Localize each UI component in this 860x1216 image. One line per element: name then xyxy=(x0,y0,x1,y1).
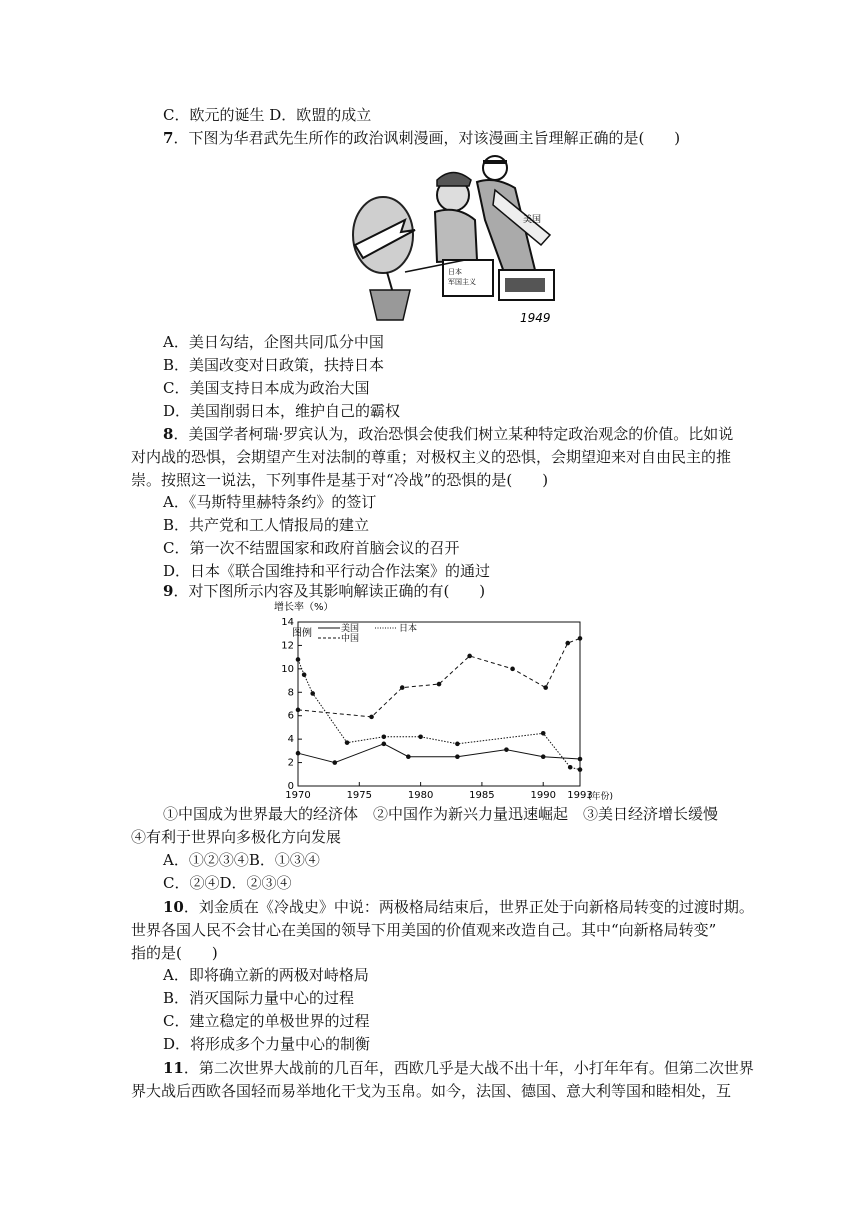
question-text: ．美国学者柯瑞·罗宾认为，政治恐惧会使我们树立某种特定政治观念的价值。比如说 xyxy=(173,425,734,443)
option-d: D．将形成多个力量中心的制衡 xyxy=(163,1035,371,1053)
question-text: ．对下图所示内容及其影响解读正确的有( ) xyxy=(173,582,486,600)
data-point xyxy=(382,735,387,740)
data-point xyxy=(541,754,546,759)
data-point xyxy=(418,735,423,740)
question-number: 8 xyxy=(163,425,174,443)
question-text: 崇。按照这一说法，下列事件是基于对“冷战”的恐惧的是( ) xyxy=(131,471,549,489)
cartoon-label-us: 美国 xyxy=(523,215,542,225)
question-text: 指的是( ) xyxy=(131,944,218,962)
x-axis-label: (年份) xyxy=(588,792,614,802)
question-text: ．下图为华君武先生所作的政治讽刺漫画，对该漫画主旨理解正确的是( ) xyxy=(173,129,681,147)
option-d: D．日本《联合国维持和平行动合作法案》的通过 xyxy=(163,562,491,580)
x-tick-label: 1980 xyxy=(407,790,434,801)
legend-label-japan: 日本 xyxy=(399,624,418,634)
option-b: B．共产党和工人情报局的建立 xyxy=(163,516,370,534)
x-tick-label: 1970 xyxy=(285,790,311,801)
data-point xyxy=(400,685,405,690)
legend-label-china: 中国 xyxy=(341,634,360,644)
y-tick-label: 4 xyxy=(287,734,294,746)
data-point xyxy=(296,751,301,756)
y-tick-label: 10 xyxy=(281,663,294,675)
y-tick-label: 12 xyxy=(281,640,294,652)
option-ab: A．①②③④B．①③④ xyxy=(163,851,320,869)
political-cartoon-image xyxy=(345,150,575,325)
question-number: 11 xyxy=(163,1059,184,1077)
data-point xyxy=(382,742,387,747)
svg-text:军国主义: 军国主义 xyxy=(448,278,476,286)
data-point xyxy=(565,641,570,646)
option-a: A．《马斯特里赫特条约》的签订 xyxy=(163,493,377,511)
question-text: 对内战的恐惧，会期望产生对法制的尊重；对极权主义的恐惧，会期望迎来对自由民主的推 xyxy=(131,448,732,466)
y-tick-label: 0 xyxy=(287,781,294,792)
data-point xyxy=(541,731,546,736)
question-text: 界大战后西欧各国轻而易举地化干戈为玉帛。如今，法国、德国、意大利等国和睦相处，互 xyxy=(131,1082,732,1100)
question-7-stem xyxy=(163,127,680,149)
question-number: 10 xyxy=(163,898,184,916)
cartoon-year: 1949 xyxy=(520,311,551,325)
option-a: A．美日勾结，企图共同瓜分中国 xyxy=(163,333,384,351)
option-c: C．第一次不结盟国家和政府首脑会议的召开 xyxy=(163,539,460,557)
chart-legend xyxy=(292,622,417,644)
data-point xyxy=(578,757,583,762)
y-tick-label: 14 xyxy=(281,617,294,628)
y-tick-label: 2 xyxy=(287,757,294,769)
question-number: 9 xyxy=(163,582,174,600)
data-point xyxy=(296,657,301,662)
option-c: C．美国支持日本成为政治大国 xyxy=(163,379,370,397)
data-point xyxy=(455,754,460,759)
question-11-stem xyxy=(163,1057,754,1079)
series-line-0 xyxy=(298,744,580,763)
series-line-1 xyxy=(298,659,580,769)
option-a: A．即将确立新的两极对峙格局 xyxy=(163,966,369,984)
question-text: ．刘金质在《冷战史》中说：两极格局结束后，世界正处于向新格局转变的过渡时期。 xyxy=(183,898,754,916)
statements-line: ④有利于世界向多极化方向发展 xyxy=(131,828,342,846)
data-point xyxy=(455,742,460,747)
y-tick-label: 8 xyxy=(287,687,294,699)
data-point xyxy=(332,760,337,765)
option-line: C．欧元的诞生 D．欧盟的成立 xyxy=(163,106,372,124)
x-tick-label: 1985 xyxy=(469,790,495,801)
data-point xyxy=(302,672,307,677)
legend-title: 图例 xyxy=(292,628,312,639)
plot-frame xyxy=(298,622,580,786)
data-point xyxy=(568,765,573,770)
series-line-2 xyxy=(298,638,580,716)
statements-line: ①中国成为世界最大的经济体 ②中国作为新兴力量迅速崛起 ③美日经济增长缓慢 xyxy=(163,805,719,823)
data-point xyxy=(406,754,411,759)
data-point xyxy=(467,654,472,659)
legend-label-us: 美国 xyxy=(341,624,360,634)
option-d: D．美国削弱日本，维护自己的霸权 xyxy=(163,402,401,420)
option-b: B．美国改变对日政策，扶持日本 xyxy=(163,356,385,374)
y-tick-label: 6 xyxy=(287,710,294,722)
data-point xyxy=(543,685,548,690)
question-text: 世界各国人民不会甘心在美国的领导下用美国的价值观来改造自己。其中“向新格局转变” xyxy=(131,921,717,939)
question-number: 7 xyxy=(163,129,174,147)
option-c: C．建立稳定的单极世界的过程 xyxy=(163,1012,370,1030)
growth-rate-chart xyxy=(270,598,614,803)
question-8-stem xyxy=(163,423,733,445)
data-point xyxy=(578,636,583,641)
question-10-stem xyxy=(163,896,754,918)
x-tick-label: 1990 xyxy=(530,790,556,801)
data-point xyxy=(510,667,515,672)
data-point xyxy=(578,767,583,772)
option-cd: C．②④D．②③④ xyxy=(163,874,292,892)
data-point xyxy=(296,708,301,713)
x-tick-label: 1993 xyxy=(567,790,593,801)
data-point xyxy=(504,747,509,752)
data-point xyxy=(369,715,374,720)
data-point xyxy=(437,682,442,687)
y-axis-label: 增长率（%） xyxy=(274,602,334,613)
data-point xyxy=(345,740,350,745)
cartoon-label-japan: 日本 xyxy=(448,268,462,276)
x-tick-label: 1975 xyxy=(346,790,373,801)
option-b: B．消灭国际力量中心的过程 xyxy=(163,989,355,1007)
question-text: ．第二次世界大战前的几百年，西欧几乎是大战不出十年，小打年年有。但第二次世界 xyxy=(183,1059,754,1077)
data-point xyxy=(310,691,315,696)
